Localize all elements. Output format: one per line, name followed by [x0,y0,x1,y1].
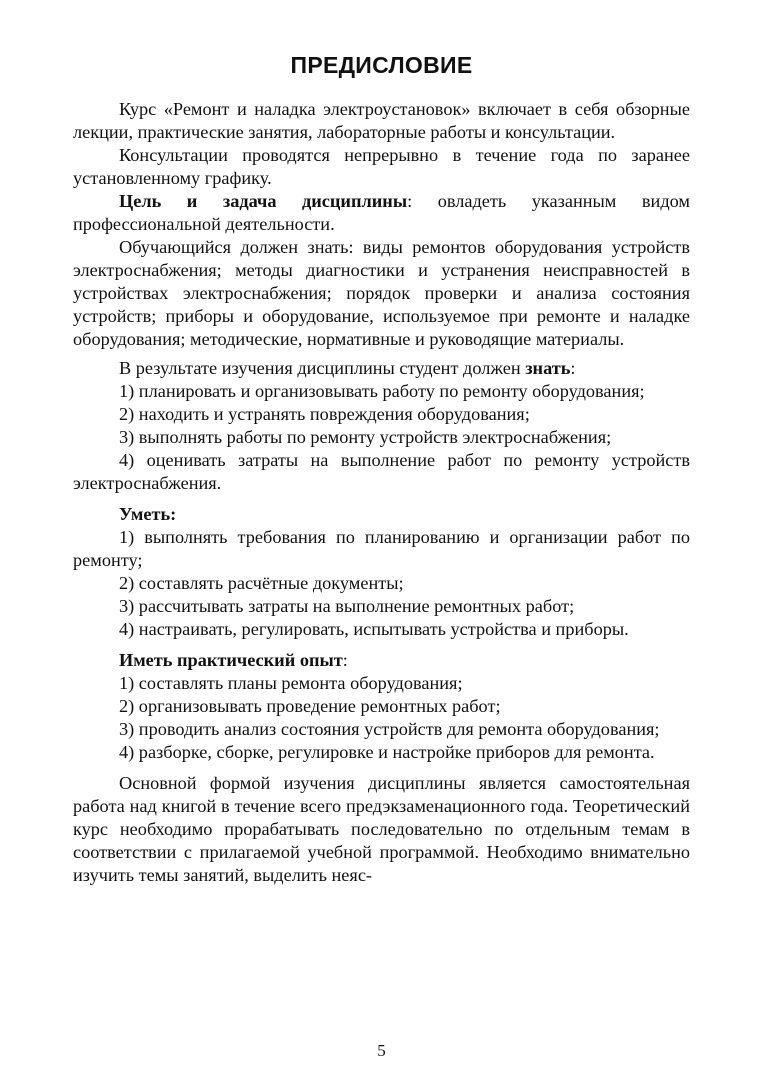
paragraph-goal [73,190,690,236]
know-intro [73,357,690,380]
list-item: 3) проводить анализ состояния устройств для ремонта оборудования; [119,719,660,739]
able-heading [73,503,690,526]
list-item: 3) выполнять работы по ремонту устройств электроснабжения; [119,427,612,447]
document-body [73,98,690,887]
goal-text: : овладеть указанным видом профессиональной деятельности. [73,191,690,234]
list-item: 1) составлять планы ремонта оборудования; [119,673,463,693]
list-item: 2) организовывать проведение ремонтных работ; [119,696,501,716]
experience-heading-text: Иметь практический опыт [119,650,343,670]
know-keyword: знать [525,358,571,378]
list-item: 1) планировать и организовывать работу по ремонту оборудования; [119,381,645,401]
experience-colon: : [342,650,348,670]
list-item: 1) выполнять требования по планированию и организации работ по ремонту; [73,527,690,570]
know-colon: : [570,358,576,378]
paragraph-final: Основной формой изучения дисциплины является самостоятельная работа над книгой в течение всего предэкзаменационного года. Теоретический курс необходимо прорабатывать последовательно по отдельным темам в соответствии с прилагаемой учебной программой. Необходимо внимательно изучить темы занятий, выделить неяс- [73,773,690,885]
paragraph-consultations: Консультации проводятся непрерывно в течение года по заранее установленному графику. [73,145,690,188]
paragraph-must-know: Обучающийся должен знать: виды ремонтов оборудования устройств электроснабжения; методы диагностики и устранения неисправностей в устройствах электроснабжения; порядок проверки и анализа состояния устройств; приборы и оборудование, используемое при ремонте и наладке оборудования; методические, нормативные и руководящие материалы. [73,237,690,349]
know-intro-text: В результате изучения дисциплины студент должен [119,358,526,378]
paragraph-course: Курс «Ремонт и наладка электроустановок» включает в себя обзорные лекции, практические занятия, лабораторные работы и консультации. [73,99,690,142]
list-item: 4) настраивать, регулировать, испытывать устройства и приборы. [119,619,629,639]
list-item: 4) разборке, сборке, регулировке и настройке приборов для ремонта. [119,742,655,762]
goal-heading: Цель и задача дисциплины [119,191,408,211]
list-item: 2) находить и устранять повреждения оборудования; [119,404,530,424]
page-title: ПРЕДИСЛОВИЕ [290,52,473,78]
list-item: 4) оценивать затраты на выполнение работ по ремонту устройств электроснабжения. [73,450,690,493]
experience-heading [73,649,690,672]
able-heading-text: Уметь: [119,504,177,524]
page-number: 5 [377,1041,386,1060]
list-item: 2) составлять расчётные документы; [119,573,404,593]
list-item: 3) рассчитывать затраты на выполнение ремонтных работ; [119,596,575,616]
